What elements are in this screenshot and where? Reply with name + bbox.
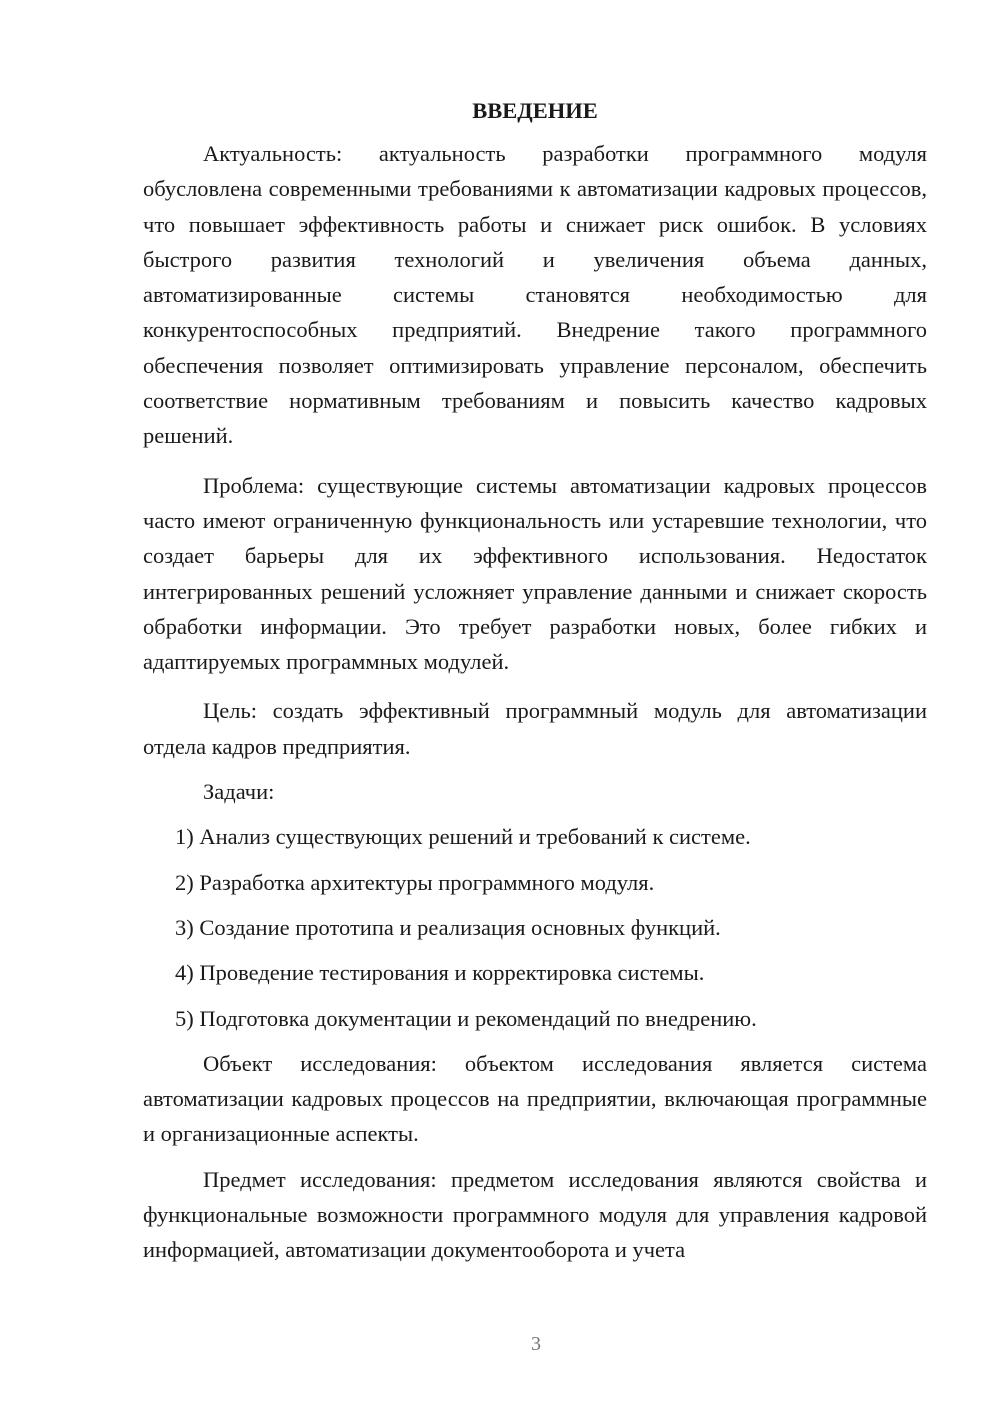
paragraph-problem: Проблема: существующие системы автоматизации кадровых процессов часто имеют ограниченную функциональность или устаревшие технологии, что создает барьеры для их эффективного использования. Недостаток интегрированных решений усложняет управление данными и снижает скорость обработки информации. Это требует разработки новых, более гибких и адаптируемых программных модулей. — [143, 472, 927, 675]
list-item: 2) Разработка архитектуры программного модуля. — [175, 869, 655, 895]
list-item: 3) Создание прототипа и реализация основных функций. — [175, 914, 721, 940]
section-heading: ВВЕДЕНИЕ — [472, 98, 598, 123]
tasks-label: Задачи: — [203, 779, 275, 805]
paragraph-object: Объект исследования: объектом исследования является система автоматизации кадровых процессов на предприятии, включающая программные и организационные аспекты. — [143, 1050, 927, 1147]
page-number: 3 — [531, 1333, 541, 1355]
document-page — [143, 96, 927, 1282]
list-item: 4) Проведение тестирования и корректировка системы. — [175, 960, 705, 986]
paragraph-goal: Цель: создать эффективный программный модуль для автоматизации отдела кадров предприятия. — [143, 698, 927, 759]
list-item: 5) Подготовка документации и рекомендаций по внедрению. — [175, 1005, 757, 1031]
tasks-list — [143, 819, 927, 1035]
list-item: 1) Анализ существующих решений и требований к системе. — [175, 824, 751, 850]
paragraph-relevance: Актуальность: актуальность разработки программного модуля обусловлена современными требованиями к автоматизации кадровых процессов, что повышает эффективность работы и снижает риск ошибок. В условиях быстрого развития технологий и увеличения объема данных, автоматизированные системы становятся необходимостью для конкурентоспособных предприятий. Внедрение такого программного обеспечения позволяет оптимизировать управление персоналом, обеспечить соответствие нормативным требованиям и повысить качество кадровых решений. — [143, 141, 927, 449]
paragraph-subject: Предмет исследования: предметом исследования являются свойства и функциональные возможности программного модуля для управления кадровой информацией, автоматизации документооборота и учета — [143, 1166, 927, 1263]
